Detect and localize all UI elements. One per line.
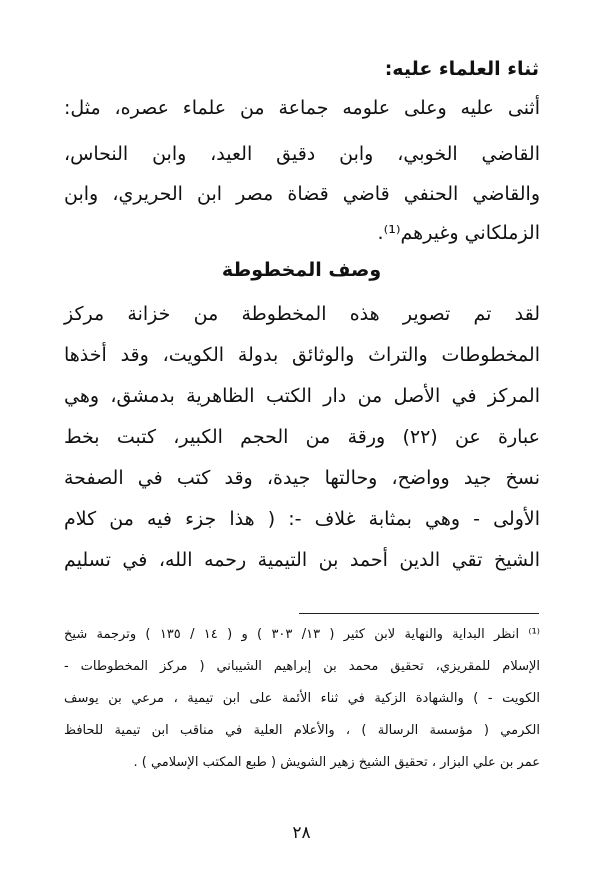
text-line: الأولى - وهي بمثابة غلاف -: ( هذا جزء فيه من كلام (64, 508, 540, 530)
text-line: الزملكاني وغيرهم⁽¹⁾. (377, 222, 540, 244)
text-line: نسخ جيد وواضح، وحالتها جيدة، وقد كتب في الصفحة (64, 467, 540, 489)
text-line: عبارة عن (٢٢) ورقة من الحجم الكبير، كتبت بخط (64, 426, 540, 448)
text-line: المخطوطات والتراث والوثائق بدولة الكويت، وقد أخذها (64, 344, 540, 366)
footnote-separator (299, 613, 539, 614)
section-heading-manuscript-description: وصف المخطوطة (221, 259, 382, 281)
text-line: الشيخ تقي الدين أحمد بن التيمية رحمه الله، في تسليم (64, 549, 540, 571)
text-line: والقاضي الحنفي قاضي قضاة مصر ابن الحريري، وابن (64, 183, 540, 205)
text-line: أثنى عليه وعلى علومه جماعة من علماء عصره، مثل: (64, 97, 540, 119)
text-line: المركز في الأصل من دار الكتب الظاهرية بدمشق، وهي (64, 385, 540, 407)
footnote-line: ⁽¹⁾ انظر البداية والنهاية لابن كثير ( ١٣/ ٣٠٣ ) و ( ١٤ / ١٣٥ ) وترجمة شيخ (64, 627, 540, 642)
footnote-line: الإسلام للمقريزي، تحقيق محمد بن إبراهيم الشيباني ( مركز المخطوطات - (64, 659, 540, 674)
text-line: القاضي الخوبي، وابن دقيق العيد، وابن النحاس، (64, 143, 540, 165)
footnote-line: عمر بن علي البزار ، تحقيق الشيخ زهير الشويش ( طبع المكتب الإسلامي ) . (133, 755, 540, 770)
footnote-line: الكرمي ( مؤسسة الرسالة ) ، والأعلام العلية في مناقب ابن تيمية للحافظ (64, 723, 540, 738)
page-number: ٢٨ (292, 823, 311, 843)
footnote-line: الكويت - ) والشهادة الزكية في ثناء الأئمة على ابن تيمية ، مرعي بن يوسف (64, 691, 540, 706)
text-line: لقد تم تصوير هذه المخطوطة من خزانة مركز (64, 303, 540, 325)
section-heading-scholars-praise: ثناء العلماء عليه: (384, 58, 539, 80)
